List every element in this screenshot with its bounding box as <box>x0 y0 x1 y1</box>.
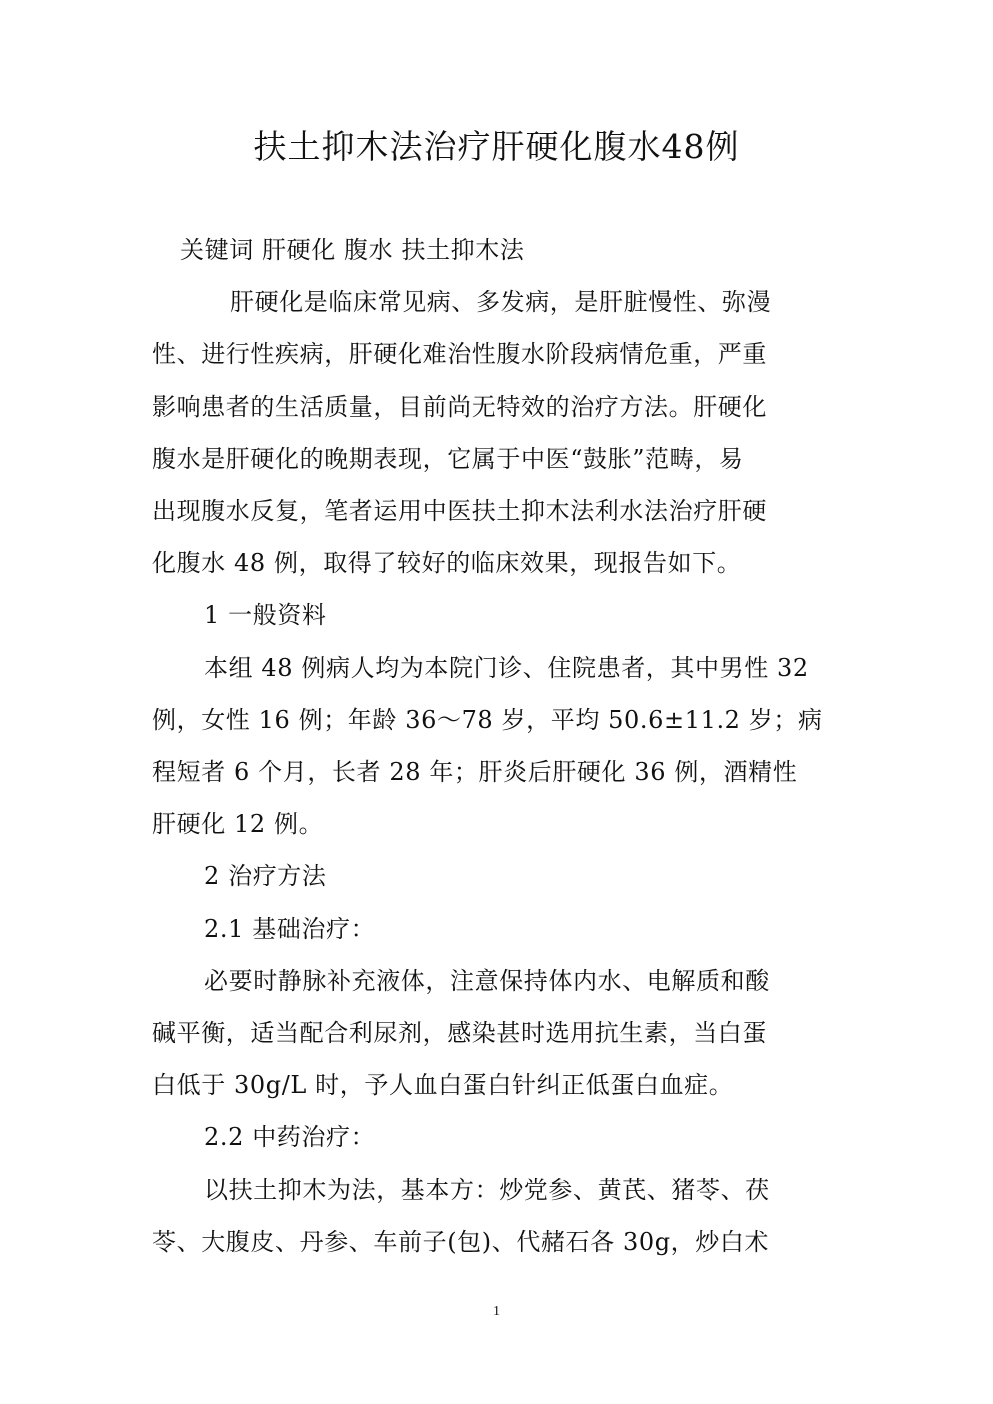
text-line: 例，女性 16 例；年龄 36～78 岁，平均 50.6±11.2 岁；病 <box>152 705 823 734</box>
text-line: 性、进行性疾病，肝硬化难治性腹水阶段病情危重，严重 <box>152 340 767 369</box>
section2-2-paragraph <box>152 1164 842 1268</box>
text-line: 以扶土抑木为法，基本方：炒党参、黄芪、猪苓、茯 <box>204 1175 770 1204</box>
text-line: 本组 48 例病人均为本院门诊、住院患者，其中男性 32 <box>204 653 809 682</box>
section-heading: 2 治疗方法 <box>204 862 327 891</box>
document-body <box>152 224 842 1268</box>
document-title: 扶土抑木法治疗肝硬化腹水48例 <box>253 127 740 166</box>
text-line: 必要时静脉补充液体，注意保持体内水、电解质和酸 <box>204 966 770 995</box>
section-heading: 1 一般资料 <box>204 601 327 630</box>
text-line: 肝硬化 12 例。 <box>152 810 324 839</box>
text-line: 白低于 30g/L 时，予人血白蛋白针纠正低蛋白血症。 <box>152 1071 734 1100</box>
text-line: 碱平衡，适当配合利尿剂，感染甚时选用抗生素，当白蛋 <box>152 1019 767 1048</box>
text-line: 影响患者的生活质量，目前尚无特效的治疗方法。肝硬化 <box>152 392 767 421</box>
text-line: 程短者 6 个月，长者 28 年；肝炎后肝硬化 36 例，酒精性 <box>152 758 798 787</box>
text-line: 苓、大腹皮、丹参、车前子(包)、代赭石各 30g，炒白术 <box>152 1227 770 1256</box>
page-number: 1 <box>493 1304 500 1319</box>
subsection-heading: 2.1 基础治疗： <box>204 914 376 943</box>
text-line: 出现腹水反复，笔者运用中医扶土抑木法利水法治疗肝硬 <box>152 497 767 526</box>
text-line: 化腹水 48 例，取得了较好的临床效果，现报告如下。 <box>152 549 742 578</box>
keywords-line: 关键词 肝硬化 腹水 扶土抑木法 <box>180 236 525 264</box>
text-line: 腹水是肝硬化的晚期表现，它属于中医“鼓胀”范畴，易 <box>152 444 744 473</box>
section2-1-paragraph <box>152 955 842 1112</box>
subsection-heading: 2.2 中药治疗： <box>204 1123 376 1152</box>
section1-paragraph <box>152 642 842 851</box>
text-line: 肝硬化是临床常见病、多发病，是肝脏慢性、弥漫 <box>230 288 772 317</box>
intro-paragraph <box>152 276 842 589</box>
